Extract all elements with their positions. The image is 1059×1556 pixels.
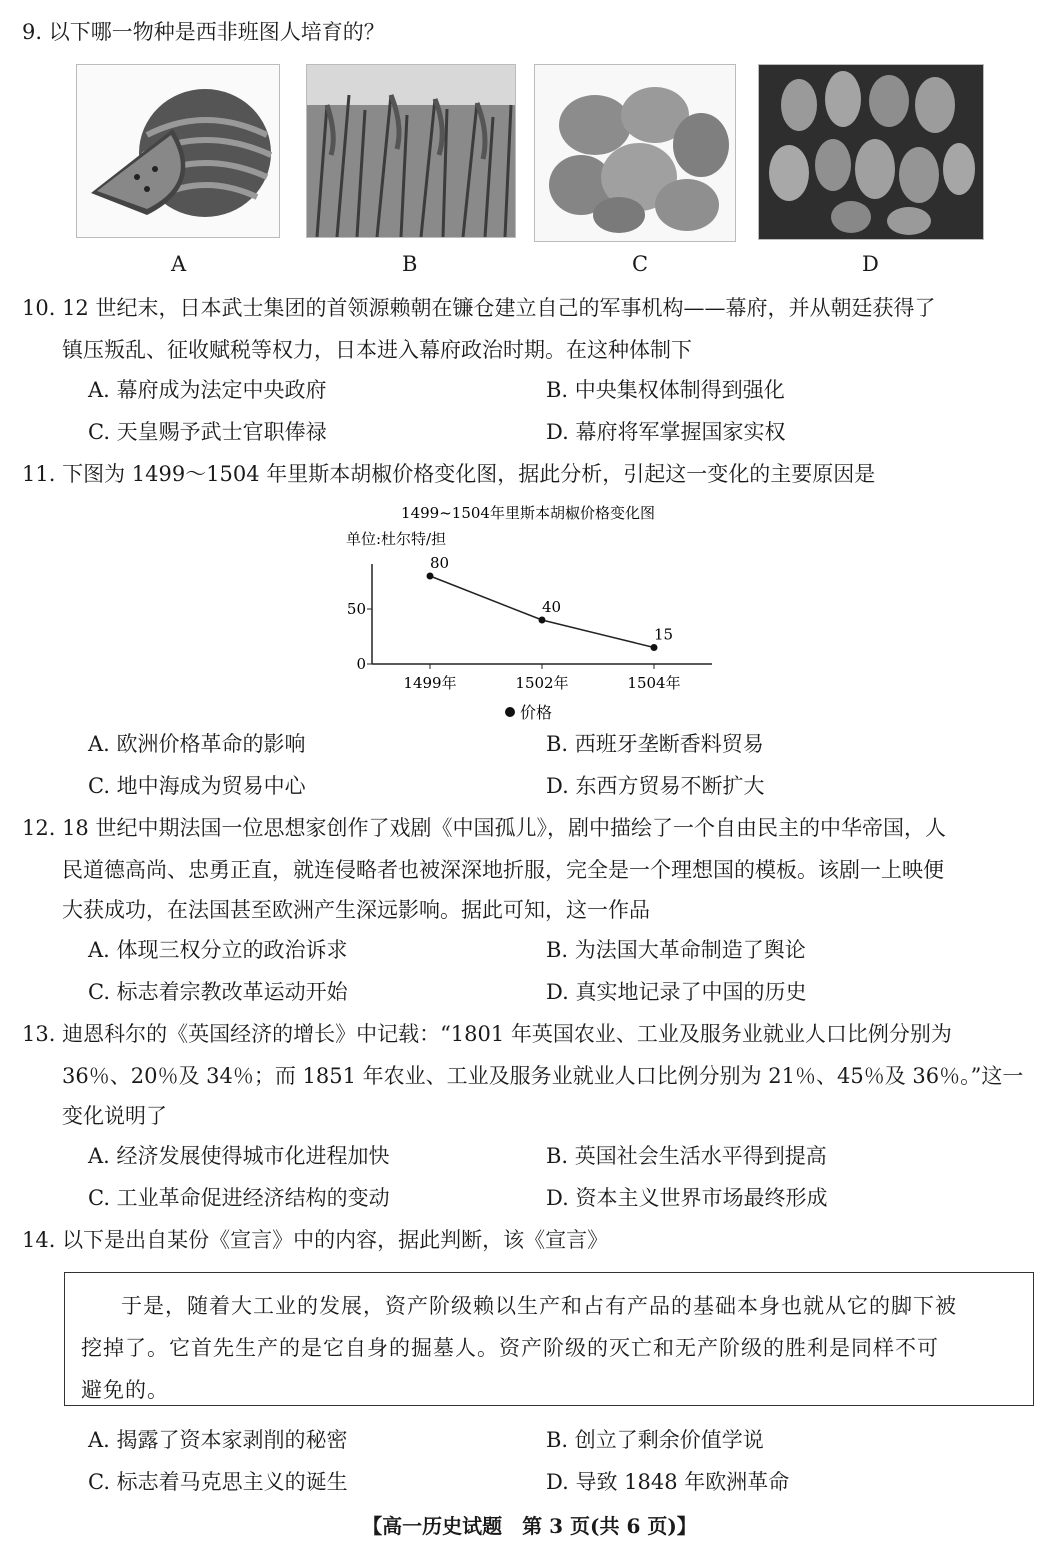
q11-option-c: C. 地中海成为贸易中心 (88, 774, 306, 798)
chart-title: 1499~1504年里斯本胡椒价格变化图 (401, 504, 655, 522)
q12-stem-line3: 大获成功，在法国甚至欧洲产生深远影响。据此可知，这一作品 (62, 898, 650, 922)
data-point (427, 573, 434, 580)
legend-label: 价格 (520, 703, 553, 722)
taro-image (758, 64, 984, 240)
q11-option-a: A. 欧洲价格革命的影响 (88, 732, 306, 756)
data-label: 40 (542, 598, 562, 616)
q14-stem: 14. 以下是出自某份《宣言》中的内容，据此判断，该《宣言》 (22, 1228, 609, 1252)
q12-stem-line1: 12. 18 世纪中期法国一位思想家创作了戏剧《中国孤儿》，剧中描绘了一个自由民主的中华帝国，人 (22, 816, 946, 840)
quote-line3: 避免的。 (81, 1378, 169, 1402)
q13-option-d: D. 资本主义世界市场最终形成 (546, 1186, 828, 1210)
watermelon-image (76, 64, 280, 238)
page-footer: 【高一历史试题 第 3 页(共 6 页)】 (362, 1514, 697, 1538)
q11-option-b: B. 西班牙垄断香料贸易 (546, 732, 764, 756)
q10-option-d: D. 幕府将军掌握国家实权 (546, 420, 786, 444)
q9-stem: 9. 以下哪一物种是西非班图人培育的？ (22, 20, 385, 44)
q13-option-b: B. 英国社会生活水平得到提高 (546, 1144, 827, 1168)
q12-option-a: A. 体现三权分立的政治诉求 (88, 938, 348, 962)
q12-option-d: D. 真实地记录了中国的历史 (546, 980, 807, 1004)
manifesto-quote-box (64, 1272, 1034, 1406)
q13-stem-line2: 36％、20％及 34％；而 1851 年农业、工业及服务业就业人口比例分别为 21％、45％及 36％。”这一 (62, 1064, 1024, 1088)
potatoes-image (534, 64, 736, 242)
q11-option-d: D. 东西方贸易不断扩大 (546, 774, 765, 798)
x-tick-label: 1502年 (515, 674, 569, 692)
q14-option-d: D. 导致 1848 年欧洲革命 (546, 1470, 790, 1494)
q13-option-a: A. 经济发展使得城市化进程加快 (88, 1144, 390, 1168)
q13-stem-line3: 变化说明了 (62, 1104, 167, 1128)
x-tick-label: 1504年 (627, 674, 681, 692)
rice-field-image (306, 64, 516, 238)
y-tick-label: 0 (356, 655, 366, 673)
q12-option-c: C. 标志着宗教改革运动开始 (88, 980, 348, 1004)
q11-stem: 11. 下图为 1499～1504 年里斯本胡椒价格变化图，据此分析，引起这一变化的主要原因是 (22, 462, 876, 486)
q13-stem-line1: 13. 迪恩科尔的《英国经济的增长》中记载：“1801 年英国农业、工业及服务业就业人口比例分别为 (22, 1022, 952, 1046)
q10-stem-line2: 镇压叛乱、征收赋税等权力，日本进入幕府政治时期。在这种体制下 (62, 338, 692, 362)
image-label-d: D (862, 252, 879, 276)
x-tick-label: 1499年 (403, 674, 457, 692)
q14-option-a: A. 揭露了资本家剥削的秘密 (88, 1428, 348, 1452)
y-tick-label: 50 (346, 600, 366, 618)
q14-option-c: C. 标志着马克思主义的诞生 (88, 1470, 348, 1494)
image-label-b: B (402, 252, 418, 276)
pepper-price-chart (330, 496, 730, 730)
data-label: 80 (430, 554, 450, 572)
q10-stem-line1: 10. 12 世纪末，日本武士集团的首领源赖朝在镰仓建立自己的军事机构——幕府，并从朝廷获得了 (22, 296, 936, 320)
chart-unit-label: 单位:杜尔特/担 (346, 530, 447, 548)
data-point (651, 644, 658, 651)
image-label-a: A (171, 252, 187, 276)
legend-marker (505, 707, 515, 717)
q12-stem-line2: 民道德高尚、忠勇正直，就连侵略者也被深深地折服，完全是一个理想国的模板。该剧一上映便 (62, 858, 944, 882)
quote-line2: 挖掉了。它首先生产的是它自身的掘墓人。资产阶级的灭亡和无产阶级的胜利是同样不可 (81, 1336, 939, 1360)
q14-option-b: B. 创立了剩余价值学说 (546, 1428, 764, 1452)
data-point (539, 617, 546, 624)
q10-option-b: B. 中央集权体制得到强化 (546, 378, 785, 402)
q13-option-c: C. 工业革命促进经济结构的变动 (88, 1186, 390, 1210)
q10-option-c: C. 天皇赐予武士官职俸禄 (88, 420, 327, 444)
image-label-c: C (632, 252, 649, 276)
q10-option-a: A. 幕府成为法定中央政府 (88, 378, 327, 402)
data-label: 15 (654, 625, 674, 644)
q12-option-b: B. 为法国大革命制造了舆论 (546, 938, 806, 962)
quote-line1: 于是，随着大工业的发展，资产阶级赖以生产和占有产品的基础本身也就从它的脚下被 (121, 1294, 957, 1318)
